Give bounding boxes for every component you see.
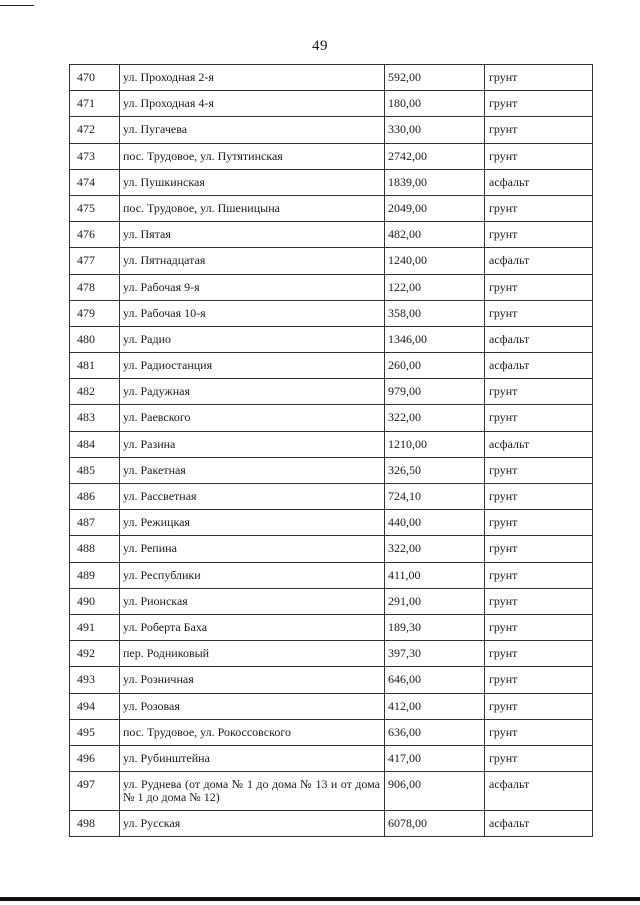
road-coverage <box>485 300 593 326</box>
road-coverage-text: грунт <box>489 541 518 556</box>
street-name-text: пос. Трудовое, ул. Рокоссовского <box>123 724 291 739</box>
road-length-text: 2049,00 <box>388 200 427 215</box>
road-coverage-text: грунт <box>489 96 518 111</box>
road-length <box>385 772 485 811</box>
street-name-text: ул. Роберта Баха <box>123 619 208 634</box>
road-length <box>385 169 485 195</box>
row-number-text: 472 <box>77 122 95 137</box>
road-coverage <box>485 588 593 614</box>
road-length-text: 412,00 <box>388 698 421 713</box>
row-number-text: 484 <box>77 436 95 451</box>
row-number-text: 488 <box>77 541 95 556</box>
road-length <box>385 693 485 719</box>
road-coverage-text: грунт <box>489 698 518 713</box>
road-coverage <box>485 693 593 719</box>
row-number <box>70 222 120 248</box>
street-name-text: ул. Пушкинская <box>123 174 205 189</box>
road-length-text: 180,00 <box>388 96 421 111</box>
road-length-text: 482,00 <box>388 227 421 242</box>
road-coverage-text: грунт <box>489 462 518 477</box>
road-coverage <box>485 91 593 117</box>
street-name <box>120 614 385 640</box>
street-name <box>120 353 385 379</box>
row-number <box>70 65 120 91</box>
road-coverage <box>485 405 593 431</box>
road-coverage <box>485 248 593 274</box>
corner-mark <box>0 5 34 6</box>
street-name <box>120 484 385 510</box>
road-length <box>385 143 485 169</box>
road-coverage-text: грунт <box>489 70 518 84</box>
road-coverage <box>485 457 593 483</box>
bottom-rule <box>0 897 640 901</box>
row-number <box>70 641 120 667</box>
street-name-text: пос. Трудовое, ул. Пшеницына <box>123 200 280 215</box>
street-name <box>120 510 385 536</box>
row-number-text: 477 <box>77 253 95 268</box>
street-name-text: ул. Рабочая 9-я <box>123 279 200 294</box>
road-length <box>385 195 485 221</box>
road-coverage-text: грунт <box>489 384 518 399</box>
road-length-text: 322,00 <box>388 541 421 556</box>
road-length-text: 724,10 <box>388 489 421 503</box>
road-length-text: 417,00 <box>388 750 421 765</box>
street-name <box>120 772 385 811</box>
street-name-text: ул. Русская <box>123 816 181 831</box>
table-row <box>70 562 593 588</box>
street-name <box>120 91 385 117</box>
street-name <box>120 248 385 274</box>
table-row <box>70 510 593 536</box>
road-length-text: 6078,00 <box>388 816 427 831</box>
road-length-text: 397,30 <box>388 646 421 661</box>
road-length <box>385 614 485 640</box>
road-coverage-text: грунт <box>489 672 518 687</box>
road-length <box>385 379 485 405</box>
table-row <box>70 719 593 745</box>
row-number <box>70 693 120 719</box>
street-name <box>120 719 385 745</box>
road-length <box>385 326 485 352</box>
row-number <box>70 484 120 510</box>
row-number <box>70 588 120 614</box>
road-coverage <box>485 274 593 300</box>
table-row <box>70 274 593 300</box>
road-length <box>385 536 485 562</box>
table-row <box>70 326 593 352</box>
row-number <box>70 143 120 169</box>
street-name-text: ул. Проходная 4-я <box>123 96 214 111</box>
street-name-text: ул. Радужная <box>123 384 190 399</box>
row-number <box>70 300 120 326</box>
road-length <box>385 510 485 536</box>
road-coverage-text: грунт <box>489 489 518 503</box>
row-number-text: 483 <box>77 410 95 425</box>
road-coverage <box>485 379 593 405</box>
street-name-text: ул. Разина <box>123 436 176 451</box>
road-coverage <box>485 143 593 169</box>
street-name-text: ул. Розничная <box>123 672 194 687</box>
road-coverage-text: грунт <box>489 305 518 320</box>
row-number <box>70 274 120 300</box>
road-coverage <box>485 641 593 667</box>
road-length-text: 1210,00 <box>388 436 427 451</box>
road-coverage-text: грунт <box>489 750 518 765</box>
road-length-text: 440,00 <box>388 515 421 530</box>
road-length <box>385 484 485 510</box>
row-number-text: 495 <box>77 724 95 739</box>
row-number-text: 491 <box>77 619 95 634</box>
road-coverage-text: грунт <box>489 646 518 661</box>
row-number <box>70 195 120 221</box>
street-name-text: ул. Режицкая <box>123 515 190 530</box>
table-row <box>70 300 593 326</box>
road-length-text: 260,00 <box>388 358 421 373</box>
street-name <box>120 379 385 405</box>
table-row <box>70 588 593 614</box>
road-length <box>385 300 485 326</box>
street-name <box>120 405 385 431</box>
table-row <box>70 65 593 91</box>
road-coverage-text: асфальт <box>489 816 530 831</box>
road-coverage <box>485 169 593 195</box>
road-length <box>385 117 485 143</box>
table-body <box>70 65 593 837</box>
road-coverage <box>485 745 593 771</box>
row-number-text: 474 <box>77 174 95 189</box>
street-name-text: пос. Трудовое, ул. Путятинская <box>123 148 283 163</box>
row-number <box>70 379 120 405</box>
road-length <box>385 641 485 667</box>
row-number-text: 493 <box>77 672 95 687</box>
street-name <box>120 326 385 352</box>
road-length-text: 189,30 <box>388 619 421 634</box>
table-row <box>70 248 593 274</box>
road-length-text: 411,00 <box>388 567 421 582</box>
streets-table <box>69 64 593 837</box>
street-name-text: ул. Руднева (от дома № 1 до дома № 13 и от дома № 1 до дома № 12) <box>123 777 380 805</box>
road-length-text: 646,00 <box>388 672 421 687</box>
road-length-text: 1240,00 <box>388 253 427 268</box>
road-coverage <box>485 117 593 143</box>
table-row <box>70 667 593 693</box>
table-row <box>70 745 593 771</box>
road-coverage-text: грунт <box>489 200 518 215</box>
road-coverage-text: грунт <box>489 619 518 634</box>
street-name-text: ул. Пятнадцатая <box>123 253 206 268</box>
road-length-text: 906,00 <box>388 777 421 792</box>
road-coverage-text: асфальт <box>489 436 530 451</box>
road-length <box>385 353 485 379</box>
road-length-text: 322,00 <box>388 410 421 425</box>
road-coverage <box>485 326 593 352</box>
road-length-text: 592,00 <box>388 70 421 84</box>
street-name <box>120 667 385 693</box>
street-name-text: ул. Ракетная <box>123 462 186 477</box>
street-name <box>120 195 385 221</box>
street-name <box>120 222 385 248</box>
road-coverage <box>485 772 593 811</box>
row-number <box>70 91 120 117</box>
street-name-text: ул. Республики <box>123 567 201 582</box>
row-number-text: 497 <box>77 777 95 792</box>
road-length-text: 1839,00 <box>388 174 427 189</box>
road-length-text: 2742,00 <box>388 148 427 163</box>
road-coverage <box>485 353 593 379</box>
street-name-text: ул. Рабочая 10-я <box>123 305 206 320</box>
street-name-text: ул. Розовая <box>123 698 180 713</box>
street-name-text: ул. Радиостанция <box>123 358 213 373</box>
street-name <box>120 745 385 771</box>
row-number-text: 489 <box>77 567 95 582</box>
street-name-text: ул. Радио <box>123 331 171 346</box>
street-name-text: ул. Раевского <box>123 410 191 425</box>
street-name <box>120 693 385 719</box>
road-coverage <box>485 195 593 221</box>
row-number <box>70 353 120 379</box>
street-name <box>120 641 385 667</box>
table-row <box>70 117 593 143</box>
road-coverage-text: грунт <box>489 122 518 137</box>
table-row <box>70 693 593 719</box>
street-name <box>120 274 385 300</box>
street-name-text: ул. Рубинштейна <box>123 750 210 765</box>
road-coverage-text: асфальт <box>489 358 530 373</box>
road-length <box>385 405 485 431</box>
road-length <box>385 457 485 483</box>
road-length <box>385 811 485 837</box>
road-coverage-text: асфальт <box>489 777 530 792</box>
table-row <box>70 353 593 379</box>
road-length-text: 330,00 <box>388 122 421 137</box>
road-coverage-text: грунт <box>489 148 518 163</box>
row-number-text: 479 <box>77 305 95 320</box>
row-number <box>70 431 120 457</box>
road-length-text: 358,00 <box>388 305 421 320</box>
street-name-text: ул. Рионская <box>123 593 188 608</box>
street-name <box>120 431 385 457</box>
table-row <box>70 614 593 640</box>
road-length <box>385 222 485 248</box>
table-row <box>70 431 593 457</box>
road-coverage <box>485 562 593 588</box>
row-number-text: 492 <box>77 646 95 661</box>
street-name <box>120 536 385 562</box>
row-number-text: 480 <box>77 331 95 346</box>
row-number <box>70 772 120 811</box>
street-name <box>120 117 385 143</box>
street-name-text: ул. Проходная 2-я <box>123 70 214 84</box>
row-number <box>70 562 120 588</box>
road-coverage <box>485 811 593 837</box>
road-length-text: 979,00 <box>388 384 421 399</box>
road-length-text: 291,00 <box>388 593 421 608</box>
row-number <box>70 745 120 771</box>
street-name-text: ул. Рассветная <box>123 489 197 503</box>
road-length <box>385 588 485 614</box>
road-coverage <box>485 667 593 693</box>
street-name <box>120 65 385 91</box>
row-number <box>70 405 120 431</box>
road-length <box>385 91 485 117</box>
road-coverage <box>485 484 593 510</box>
street-name <box>120 169 385 195</box>
road-length <box>385 667 485 693</box>
street-name-text: ул. Пятая <box>123 227 171 242</box>
page-number: 49 <box>312 38 328 54</box>
row-number <box>70 457 120 483</box>
street-name <box>120 143 385 169</box>
road-coverage-text: грунт <box>489 515 518 530</box>
road-length <box>385 431 485 457</box>
road-length-text: 122,00 <box>388 279 421 294</box>
road-coverage <box>485 65 593 91</box>
table-row <box>70 379 593 405</box>
street-name <box>120 300 385 326</box>
road-coverage <box>485 222 593 248</box>
row-number-text: 496 <box>77 750 95 765</box>
row-number-text: 498 <box>77 816 95 831</box>
table-row <box>70 143 593 169</box>
table-row <box>70 457 593 483</box>
road-coverage-text: грунт <box>489 593 518 608</box>
row-number-text: 486 <box>77 489 95 503</box>
road-coverage-text: асфальт <box>489 174 530 189</box>
row-number <box>70 510 120 536</box>
road-coverage-text: грунт <box>489 279 518 294</box>
table-row <box>70 811 593 837</box>
street-name <box>120 811 385 837</box>
road-length <box>385 274 485 300</box>
street-name <box>120 457 385 483</box>
road-coverage <box>485 431 593 457</box>
row-number <box>70 248 120 274</box>
street-name <box>120 588 385 614</box>
row-number-text: 485 <box>77 462 95 477</box>
road-length <box>385 562 485 588</box>
table-row <box>70 91 593 117</box>
row-number-text: 490 <box>77 593 95 608</box>
row-number <box>70 811 120 837</box>
table-row <box>70 222 593 248</box>
row-number-text: 481 <box>77 358 95 373</box>
row-number <box>70 117 120 143</box>
row-number-text: 482 <box>77 384 95 399</box>
row-number-text: 487 <box>77 515 95 530</box>
road-coverage <box>485 614 593 640</box>
row-number-text: 471 <box>77 96 95 111</box>
road-length <box>385 745 485 771</box>
road-coverage-text: грунт <box>489 567 518 582</box>
road-coverage <box>485 510 593 536</box>
table-row <box>70 484 593 510</box>
street-name-text: ул. Репина <box>123 541 177 556</box>
road-length <box>385 719 485 745</box>
row-number <box>70 719 120 745</box>
table-row <box>70 772 593 811</box>
road-coverage-text: асфальт <box>489 253 530 268</box>
table-row <box>70 169 593 195</box>
row-number-text: 475 <box>77 200 95 215</box>
table-row <box>70 405 593 431</box>
road-coverage <box>485 536 593 562</box>
row-number <box>70 667 120 693</box>
table-row <box>70 195 593 221</box>
road-coverage-text: асфальт <box>489 331 530 346</box>
row-number <box>70 536 120 562</box>
table-row <box>70 641 593 667</box>
street-name <box>120 562 385 588</box>
row-number <box>70 614 120 640</box>
row-number <box>70 326 120 352</box>
row-number-text: 494 <box>77 698 95 713</box>
road-length <box>385 65 485 91</box>
road-coverage-text: грунт <box>489 724 518 739</box>
road-length-text: 1346,00 <box>388 331 427 346</box>
row-number <box>70 169 120 195</box>
road-length-text: 636,00 <box>388 724 421 739</box>
road-length <box>385 248 485 274</box>
road-length-text: 326,50 <box>388 462 421 477</box>
street-name-text: ул. Пугачева <box>123 122 188 137</box>
row-number-text: 478 <box>77 279 95 294</box>
table-row <box>70 536 593 562</box>
road-coverage-text: грунт <box>489 227 518 242</box>
road-coverage-text: грунт <box>489 410 518 425</box>
street-name-text: пер. Родниковый <box>123 646 210 661</box>
row-number-text: 470 <box>77 70 95 84</box>
row-number-text: 476 <box>77 227 95 242</box>
row-number-text: 473 <box>77 148 95 163</box>
road-coverage <box>485 719 593 745</box>
